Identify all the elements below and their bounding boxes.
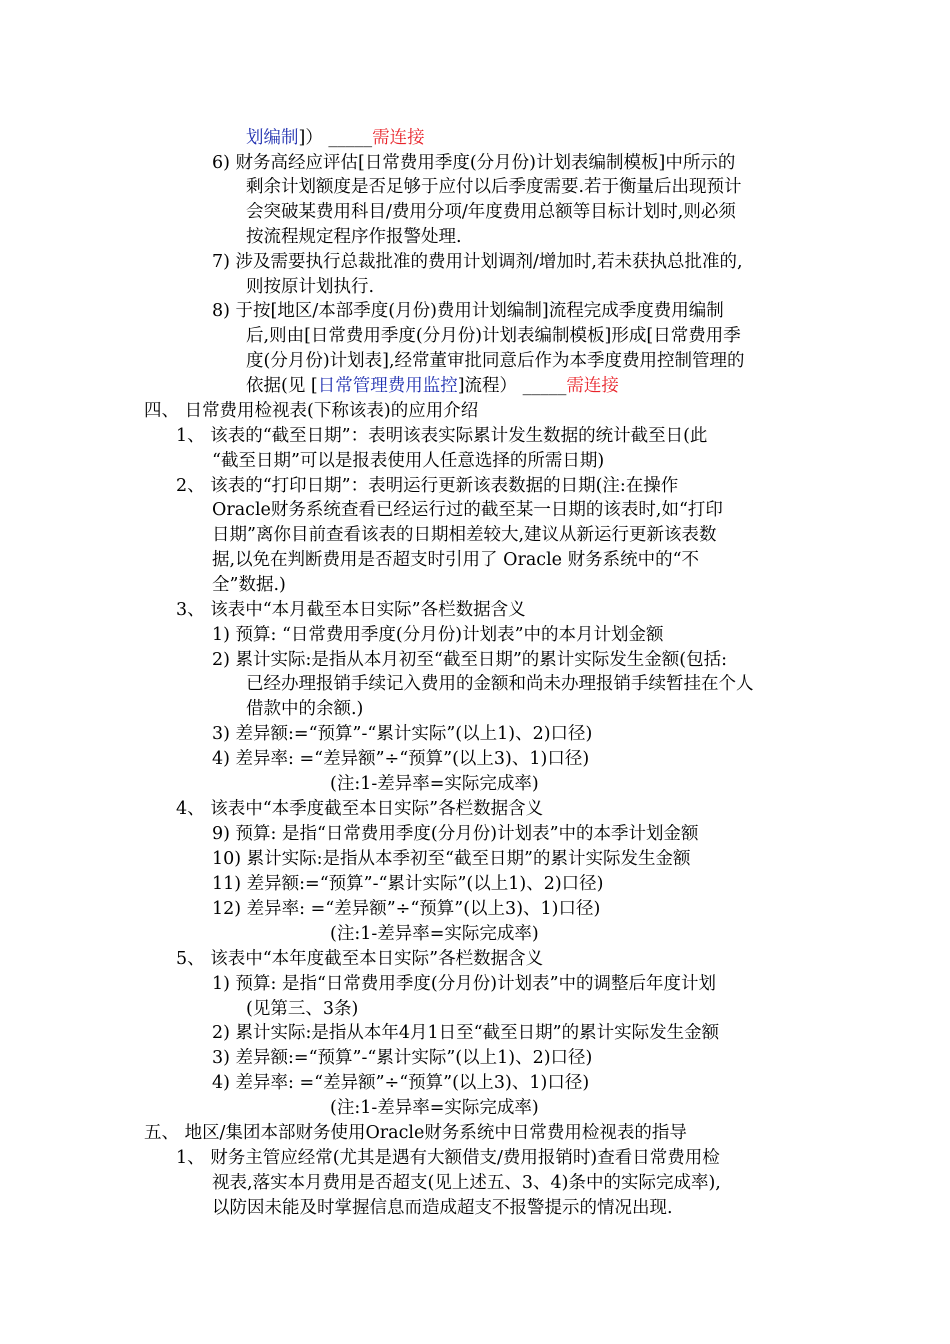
text-segment: 10) 累计实际:是指从本季初至“截至日期”的累计实际发生金额: [212, 849, 691, 869]
text-line: [330, 922, 539, 947]
text-line: [212, 498, 723, 523]
text-segment: 7) 涉及需要执行总裁批准的费用计划调剂/增加时,若未获执总批准的,: [212, 252, 743, 272]
text-segment: 全”数据.): [212, 575, 286, 595]
text-line: [246, 275, 374, 300]
text-line: [246, 324, 741, 349]
text-segment: (注:1-差异率=实际完成率): [330, 924, 539, 944]
text-line: [212, 573, 286, 598]
text-segment: ]） _____: [298, 128, 373, 148]
text-line: [212, 972, 716, 997]
text-line: [176, 797, 543, 822]
text-line: [212, 250, 743, 275]
text-line: [176, 474, 678, 499]
text-segment: 视表,落实本月费用是否超支(见上述五、3、4)条中的实际完成率),: [212, 1173, 721, 1193]
text-segment: 5、 该表中“本年度截至本日实际”各栏数据含义: [176, 949, 544, 969]
text-line: [212, 897, 600, 922]
text-segment: 五、 地区/集团本部财务使用Oracle财务系统中日常费用检视表的指导: [144, 1123, 687, 1143]
text-line: [212, 623, 664, 648]
text-line: [246, 175, 742, 200]
text-line: [212, 1071, 589, 1096]
text-segment: (注:1-差异率=实际完成率): [330, 774, 539, 794]
text-line: [246, 200, 736, 225]
text-line: [176, 947, 543, 972]
text-line: [176, 1146, 720, 1171]
text-segment: 按流程规定程序作报警处理.: [246, 227, 462, 247]
text-line: [212, 523, 717, 548]
text-line: [212, 648, 727, 673]
text-segment: (见第三、3条): [246, 999, 359, 1019]
text-line: [246, 225, 462, 250]
text-line: [212, 747, 589, 772]
text-line: [212, 722, 592, 747]
text-line: [212, 1171, 721, 1196]
text-line: [212, 1021, 719, 1046]
text-segment: 会突破某费用科目/费用分项/年度费用总额等目标计划时,则必须: [246, 202, 736, 222]
text-segment: 9) 预算: 是指“日常费用季度(分月份)计划表”中的本季计划金额: [212, 824, 699, 844]
process-link[interactable]: 划编制: [246, 128, 299, 148]
text-segment: 3、 该表中“本月截至本日实际”各栏数据含义: [176, 600, 526, 620]
text-line: [246, 697, 363, 722]
text-segment: 6) 财务高经应评估[日常费用季度(分月份)计划表编制模板]中所示的: [212, 153, 736, 173]
text-segment: 则按原计划执行.: [246, 277, 375, 297]
text-segment: 12) 差异率: =“差异额”÷“预算”(以上3)、1)口径): [212, 899, 601, 919]
text-segment: 3) 差异额:=“预算”-“累计实际”(以上1)、2)口径): [212, 724, 593, 744]
text-segment: 1) 预算: “日常费用季度(分月份)计划表”中的本月计划金额: [212, 625, 664, 645]
text-segment: 4) 差异率: =“差异额”÷“预算”(以上3)、1)口径): [212, 1073, 590, 1093]
text-segment: 2) 累计实际:是指从本年4月1日至“截至日期”的累计实际发生金额: [212, 1023, 720, 1043]
text-segment: 剩余计划额度是否足够于应付以后季度需要.若于衡量后出现预计: [246, 177, 742, 197]
text-segment: 日期”离你目前查看该表的日期相差较大,建议从新运行更新该表数: [212, 525, 717, 545]
text-line: [212, 1046, 592, 1071]
connect-link[interactable]: 需连接: [566, 376, 619, 396]
text-segment: Oracle财务系统查看已经运行过的截至某一日期的该表时,如“打印: [212, 500, 723, 520]
text-line: [212, 822, 699, 847]
text-line: [246, 672, 754, 697]
text-line: [176, 424, 707, 449]
text-segment: 1) 预算: 是指“日常费用季度(分月份)计划表”中的调整后年度计划: [212, 974, 717, 994]
text-line: [212, 151, 735, 176]
text-line: [212, 299, 724, 324]
text-segment: 据,以免在判断费用是否超支时引用了 Oracle 财务系统中的“不: [212, 550, 700, 570]
process-link[interactable]: 日常管理费用监控: [317, 376, 458, 396]
text-segment: 3) 差异额:=“预算”-“累计实际”(以上1)、2)口径): [212, 1048, 593, 1068]
text-line: [212, 548, 699, 573]
text-line: [176, 598, 526, 623]
text-segment: 已经办理报销手续记入费用的金额和尚未办理报销手续暂挂在个人: [246, 674, 754, 694]
text-line: [212, 872, 604, 897]
text-line: [246, 997, 358, 1022]
connect-link[interactable]: 需连接: [372, 128, 425, 148]
text-line: [330, 772, 539, 797]
text-line: [144, 399, 478, 424]
text-segment: 11) 差异额:=“预算”-“累计实际”(以上1)、2)口径): [212, 874, 604, 894]
text-segment: “截至日期”可以是报表使用人任意选择的所需日期): [212, 451, 605, 471]
text-segment: ]流程） _____: [457, 376, 567, 396]
text-segment: 2、 该表的“打印日期”：表明运行更新该表数据的日期(注:在操作: [176, 476, 679, 496]
text-segment: 依据(见 [: [246, 376, 318, 396]
text-segment: 借款中的余额.): [246, 699, 364, 719]
text-line: [212, 847, 690, 872]
text-segment: 度(分月份)计划表],经常董审批同意后作为本季度费用控制管理的: [246, 351, 745, 371]
text-line: [212, 1196, 673, 1221]
text-segment: 后,则由[日常费用季度(分月份)计划表编制模板]形成[日常费用季: [246, 326, 741, 346]
text-segment: 1、 财务主管应经常(尤其是遇有大额借支/费用报销时)查看日常费用检: [176, 1148, 720, 1168]
text-segment: (注:1-差异率=实际完成率): [330, 1098, 539, 1118]
text-segment: 1、 该表的“截至日期”：表明该表实际累计发生数据的统计截至日(此: [176, 426, 708, 446]
text-segment: 以防因未能及时掌握信息而造成超支不报警提示的情况出现.: [212, 1198, 673, 1218]
text-segment: 4、 该表中“本季度截至本日实际”各栏数据含义: [176, 799, 544, 819]
text-segment: 2) 累计实际:是指从本月初至“截至日期”的累计实际发生金额(包括:: [212, 650, 728, 670]
text-line: [144, 1121, 687, 1146]
text-line: [246, 126, 425, 151]
text-segment: 4) 差异率: =“差异额”÷“预算”(以上3)、1)口径): [212, 749, 590, 769]
text-line: [330, 1096, 539, 1121]
text-segment: 四、 日常费用检视表(下称该表)的应用介绍: [144, 401, 479, 421]
text-segment: 8) 于按[地区/本部季度(月份)费用计划编制]流程完成季度费用编制: [212, 301, 724, 321]
text-line: [212, 449, 604, 474]
text-line: [246, 349, 745, 374]
text-line: [246, 374, 619, 399]
